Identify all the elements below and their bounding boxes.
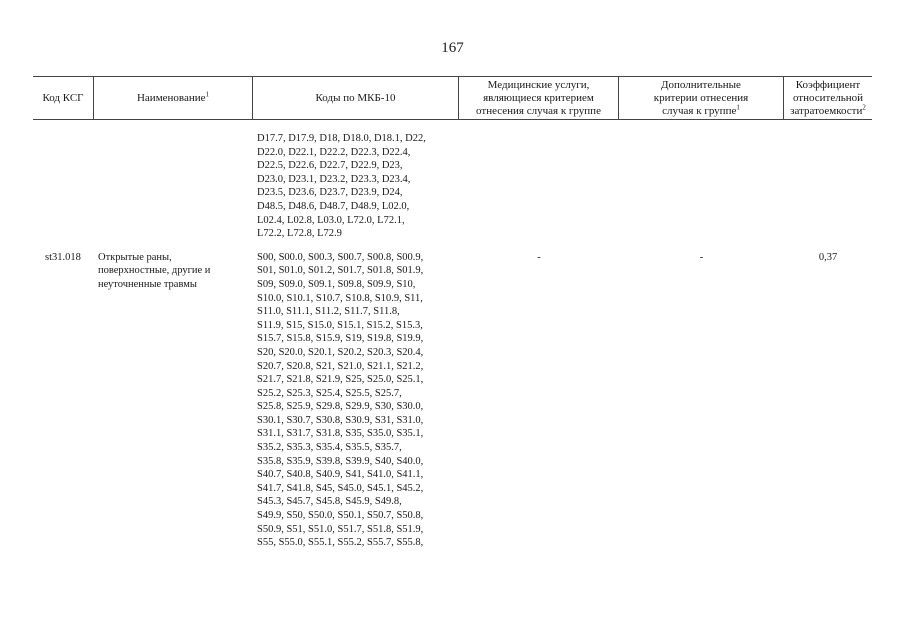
text-line: S49.9, S50, S50.0, S50.1, S50.7, S50.8, xyxy=(257,510,424,522)
header-code-ksg: Код КСГ xyxy=(33,77,94,119)
text-line: D23.5, D23.6, D23.7, D23.9, D24, xyxy=(257,187,403,199)
text-line: S25.8, S25.9, S29.8, S29.9, S30, S30.0, xyxy=(257,401,424,413)
text-line: D22.5, D22.6, D22.7, D22.9, D23, xyxy=(257,160,403,172)
text-line: S01, S01.0, S01.2, S01.7, S01.8, S01.9, xyxy=(257,265,424,277)
text-line: S35.2, S35.3, S35.4, S35.5, S35.7, xyxy=(257,442,402,454)
text-line: D48.5, D48.6, D48.7, D48.9, L02.0, xyxy=(257,200,410,212)
header-coefficient: Коэффициент относительной затратоемкости$^2$ xyxy=(790,78,866,117)
text-line: неуточненные травмы xyxy=(98,278,197,290)
mkb-codes-cell xyxy=(253,251,459,550)
text-line: S20.7, S20.8, S21, S21.0, S21.1, S21.2, xyxy=(257,360,424,372)
text-line: поверхностные, другие и xyxy=(98,265,211,277)
text-line: S21.7, S21.8, S21.9, S25, S25.0, S25.1, xyxy=(257,374,424,386)
text-line: S41.7, S41.8, S45, S45.0, S45.1, S45.2, xyxy=(257,482,424,494)
header-extra-criteria: Дополнительные критерии отнесения случая к группе$^1$ xyxy=(619,77,784,119)
text-line: D23.0, D23.1, D23.2, D23.3, D23.4, xyxy=(257,173,411,185)
text-line: S09, S09.0, S09.1, S09.8, S09.9, S10, xyxy=(257,278,416,290)
text-line: S20, S20.0, S20.1, S20.2, S20.3, S20.4, xyxy=(257,346,424,358)
coefficient-cell: 0,37 xyxy=(818,251,838,263)
text-line: S50.9, S51, S51.0, S51.7, S51.8, S51.9, xyxy=(257,523,424,535)
text-line: S31.1, S31.7, S31.8, S35, S35.0, S35.1, xyxy=(257,428,424,440)
text-line: S15.7, S15.8, S15.9, S19, S19.8, S19.9, xyxy=(257,333,424,345)
header-mkb-codes: Коды по МКБ-10 xyxy=(253,77,459,119)
extra-criteria-cell: - xyxy=(699,251,704,263)
header-medical-services: Медицинские услуги, являющиеся критерием отнесения случая к группе xyxy=(459,77,619,119)
text-line: S55, S55.0, S55.1, S55.2, S55.7, S55.8, xyxy=(257,537,424,549)
text-line: D22.0, D22.1, D22.2, D22.3, D22.4, xyxy=(257,146,411,158)
name-cell xyxy=(94,251,253,550)
mkb-codes-cell xyxy=(253,132,459,241)
text-line: S00, S00.0, S00.3, S00.7, S00.8, S00.9, xyxy=(257,251,424,263)
text-line: Открытые раны, xyxy=(98,251,172,263)
text-line: S10.0, S10.1, S10.7, S10.8, S10.9, S11, xyxy=(257,292,423,304)
text-line: D17.7, D17.9, D18, D18.0, D18.1, D22, xyxy=(257,133,426,144)
table-header xyxy=(33,76,872,120)
text-line: S45.3, S45.7, S45.8, S45.9, S49.8, xyxy=(257,496,402,508)
text-line: S11.0, S11.1, S11.2, S11.7, S11.8, xyxy=(257,306,400,318)
text-line: L02.4, L02.8, L03.0, L72.0, L72.1, xyxy=(257,214,405,226)
ksg-code-cell: st31.018 xyxy=(45,251,81,263)
ksg-table xyxy=(33,76,872,550)
text-line: S40.7, S40.8, S40.9, S41, S41.0, S41.1, xyxy=(257,469,424,481)
coefficient-cell xyxy=(784,132,872,241)
ksg-code-cell xyxy=(33,132,94,241)
extra-criteria-cell xyxy=(619,132,784,241)
services-cell: - xyxy=(537,251,541,263)
text-line: L72.2, L72.8, L72.9 xyxy=(257,228,342,240)
text-line: S25.2, S25.3, S25.4, S25.5, S25.7, xyxy=(257,387,402,399)
text-line: S35.8, S35.9, S39.8, S39.9, S40, S40.0, xyxy=(257,455,424,467)
header-name: Наименование$^1$ xyxy=(94,77,253,119)
page-number: 167 xyxy=(441,40,464,56)
text-line: S30.1, S30.7, S30.8, S30.9, S31, S31.0, xyxy=(257,414,424,426)
text-line: S11.9, S15, S15.0, S15.1, S15.2, S15.3, xyxy=(257,319,423,331)
services-cell xyxy=(459,132,619,241)
table-row xyxy=(33,132,872,241)
table-row xyxy=(33,251,872,550)
name-cell xyxy=(94,132,253,241)
